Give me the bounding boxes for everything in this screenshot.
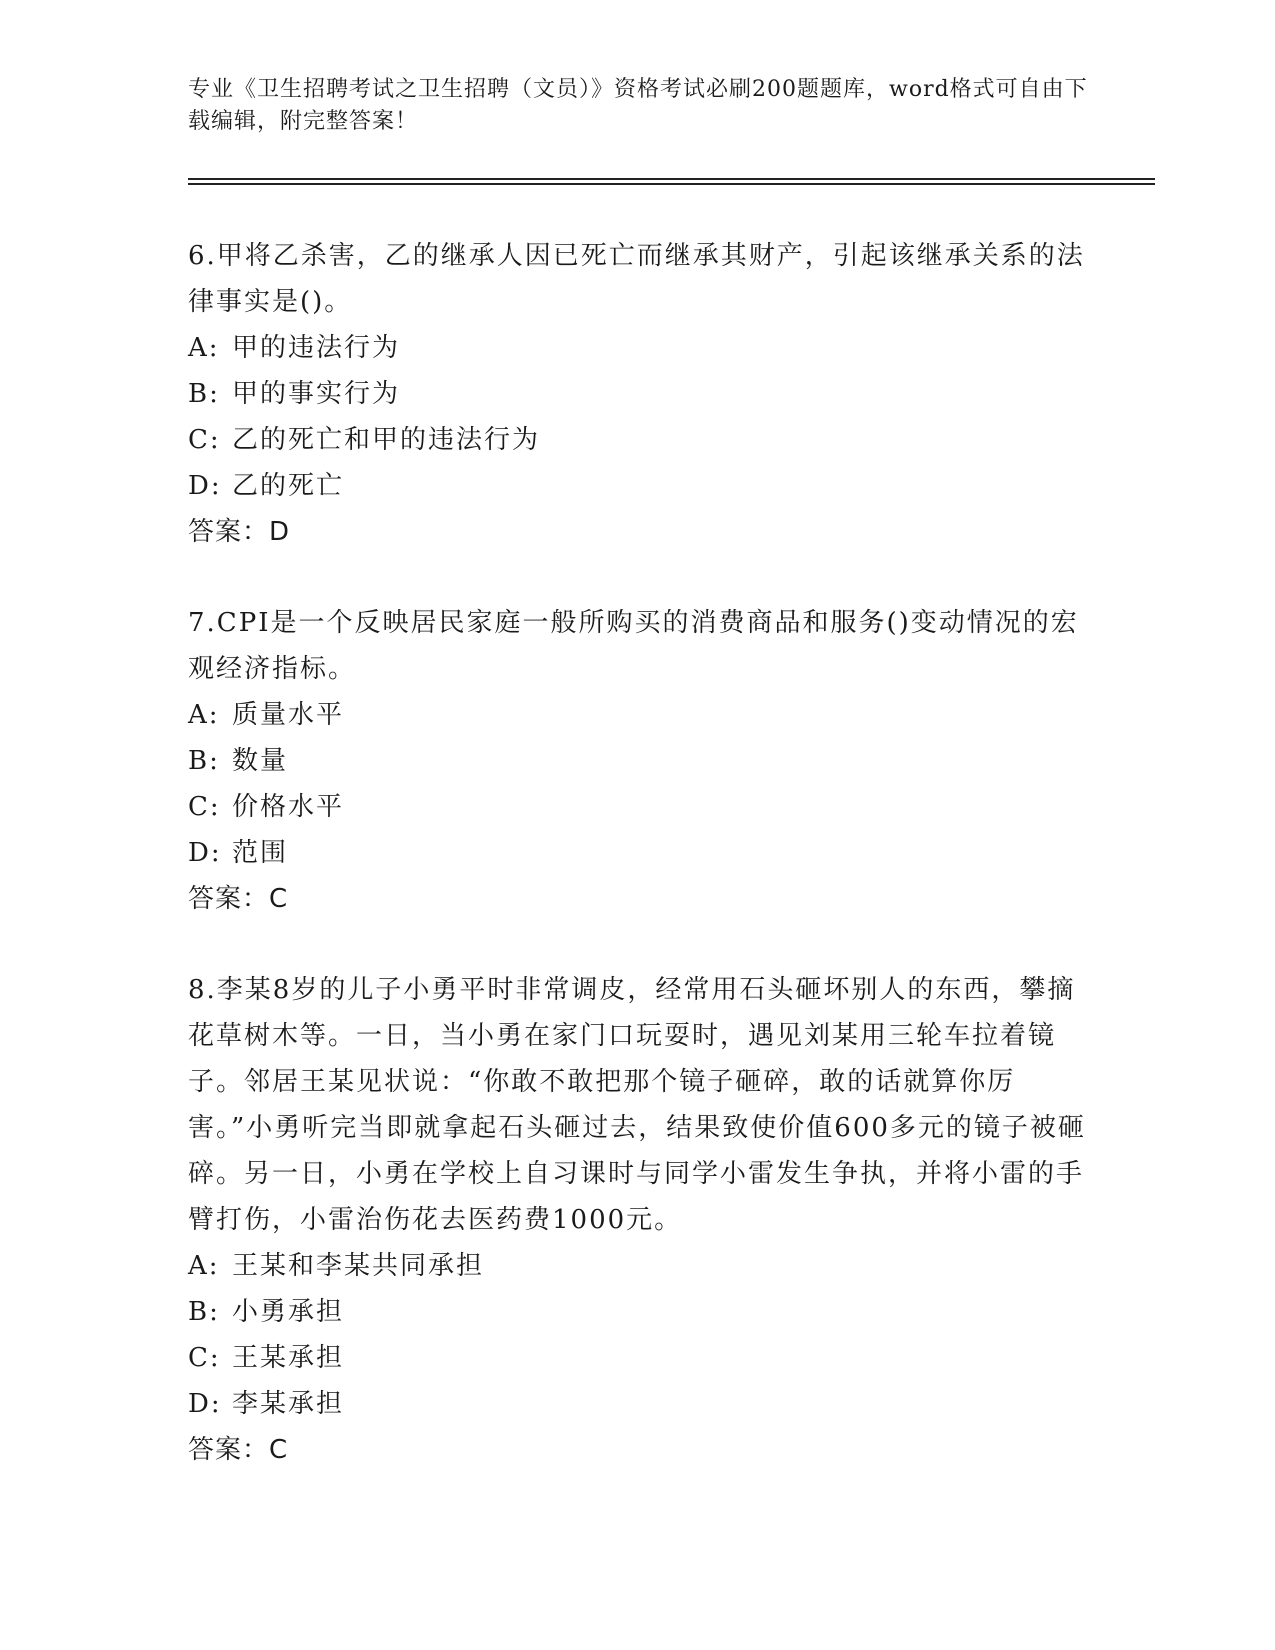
option-b: [188, 1289, 1088, 1335]
option-letter: A:: [188, 333, 220, 363]
option-letter: D:: [188, 838, 222, 868]
option-text: 数量: [232, 746, 289, 776]
option-text: 甲的事实行为: [232, 379, 401, 409]
option-a: [188, 692, 1088, 738]
option-letter: A:: [188, 700, 220, 730]
option-letter: C:: [188, 1343, 221, 1373]
answer-label: 答案：C: [188, 884, 289, 914]
option-c: [188, 784, 1088, 830]
option-d: [188, 1381, 1088, 1427]
option-letter: B:: [188, 746, 220, 776]
option-text: 乙的死亡: [232, 471, 345, 501]
option-c: [188, 1335, 1088, 1381]
answer-label: 答案：C: [188, 1435, 289, 1465]
header-divider-bottom: [188, 183, 1155, 185]
option-letter: D:: [188, 1389, 222, 1419]
option-text: 王某和李某共同承担: [232, 1251, 485, 1281]
option-text: 价格水平: [232, 792, 345, 822]
document-header: 专业《卫生招聘考试之卫生招聘（文员）》资格考试必刷200题题库，word格式可自由下载编辑，附完整答案！: [188, 77, 1088, 134]
question-8: [188, 967, 1088, 1473]
option-letter: A:: [188, 1251, 220, 1281]
option-b: [188, 738, 1088, 784]
option-letter: D:: [188, 471, 222, 501]
option-text: 乙的死亡和甲的违法行为: [232, 425, 541, 455]
option-text: 范围: [232, 838, 289, 868]
question-stem: 6.甲将乙杀害，乙的继承人因已死亡而继承其财产，引起该继承关系的法律事实是()。: [188, 241, 1085, 317]
option-a: [188, 325, 1088, 371]
option-b: [188, 371, 1088, 417]
question-7: [188, 600, 1088, 922]
option-text: 王某承担: [232, 1343, 345, 1373]
option-text: 质量水平: [232, 700, 345, 730]
question-stem: 7.CPI是一个反映居民家庭一般所购买的消费商品和服务()变动情况的宏观经济指标。: [188, 608, 1079, 684]
option-letter: C:: [188, 792, 221, 822]
option-text: 小勇承担: [232, 1297, 345, 1327]
question-stem: 8.李某8岁的儿子小勇平时非常调皮，经常用石头砸坏别人的东西，攀摘花草树木等。一日，当小勇在家门口玩耍时，遇见刘某用三轮车拉着镜子。邻居王某见状说：“你敢不敢把那个镜子砸碎，敢的话就算你厉害。”小勇听完当即就拿起石头砸过去，结果致使价值600多元的镜子被砸碎。另一日，小勇在学校上自习课时与同学小雷发生争执，并将小雷的手臂打伤，小雷治伤花去医药费1000元。: [188, 975, 1086, 1235]
option-letter: C:: [188, 425, 221, 455]
option-d: [188, 463, 1088, 509]
header-divider-top: [188, 178, 1155, 180]
option-a: [188, 1243, 1088, 1289]
question-6: [188, 233, 1088, 555]
answer-label: 答案：D: [188, 517, 291, 547]
option-letter: B:: [188, 1297, 220, 1327]
option-text: 甲的违法行为: [232, 333, 401, 363]
option-text: 李某承担: [232, 1389, 345, 1419]
option-letter: B:: [188, 379, 220, 409]
option-d: [188, 830, 1088, 876]
option-c: [188, 417, 1088, 463]
